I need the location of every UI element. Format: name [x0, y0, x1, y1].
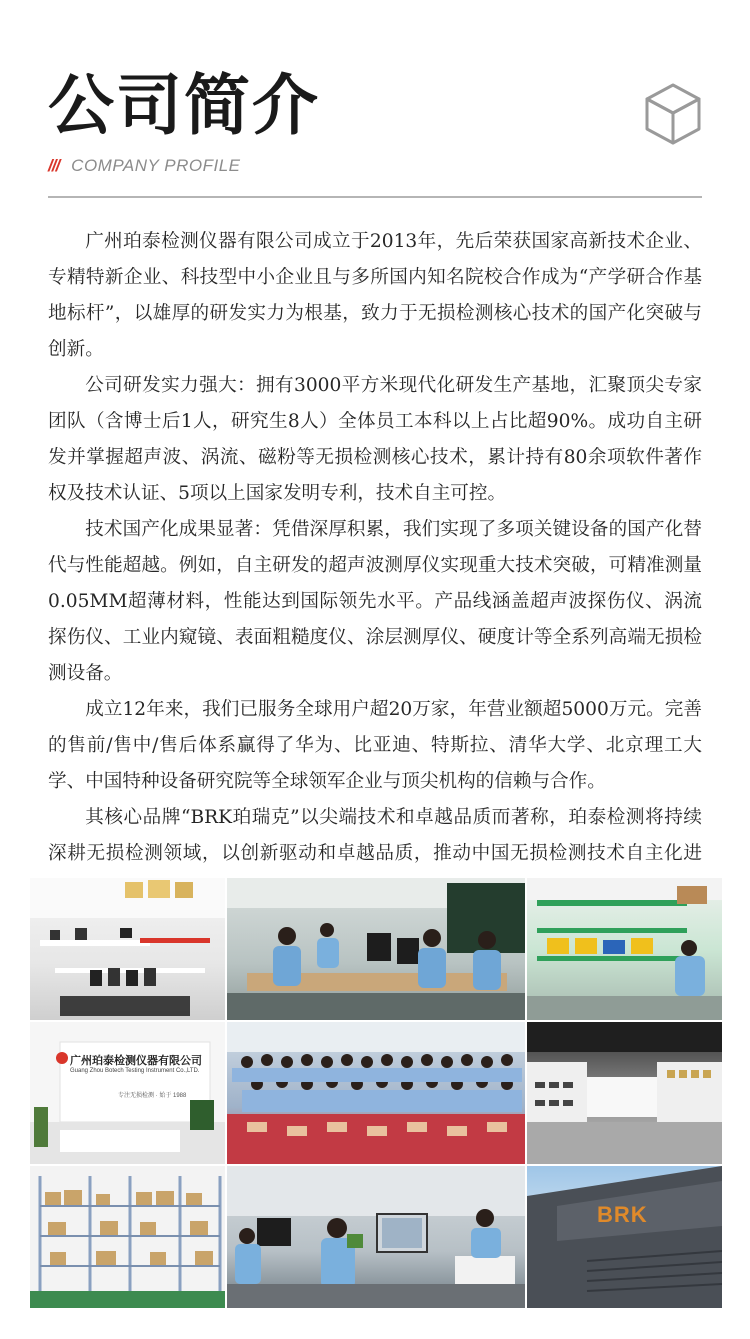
lobby-sign-name: 广州珀泰检测仪器有限公司 — [70, 1055, 202, 1067]
divider — [48, 196, 702, 198]
photo-lobby — [30, 1022, 225, 1164]
photo-warehouse — [30, 1166, 225, 1308]
intro-paragraph-5: 其核心品牌“BRK珀瑞克”以尖端技术和卓越品质而著称，珀泰检测将持续深耕无损检测领域，以创新驱动和卓越品质，推动中国无损检测技术自主化进 — [48, 807, 702, 864]
photo-building — [527, 1166, 722, 1308]
photo-exhibition-hall — [527, 1022, 722, 1164]
photo-showroom — [30, 878, 225, 1020]
photo-lab — [527, 878, 722, 1020]
lobby-sign-english: Guang Zhou Botech Testing Instrument Co.,LTD. — [70, 1068, 200, 1074]
photo-office — [227, 878, 525, 1020]
intro-paragraph-4: 成立12年来，我们已服务全球用户超20万家，年营业额超5000万元。完善的售前/售中/售后体系赢得了华为、比亚迪、特斯拉、清华大学、北京理工大学、中国特种设备研究院等全球领军企业与顶尖机构的信赖与合作。 — [48, 699, 702, 792]
intro-paragraph-2: 公司研发实力强大：拥有3000平方米现代化研发生产基地，汇聚顶尖专家团队（含博士后1人，研究生8人）全体员工本科以上占比超90%。成功自主研发并掌握超声波、涡流、磁粉等无损检测核心技术，累计持有80余项软件著作权及技术认证、5项以上国家发明专利，技术自主可控。 — [48, 375, 702, 504]
intro-text — [48, 224, 702, 944]
lobby-sign-slogan: 专注无损检测 · 始于 1988 — [118, 1093, 187, 1099]
intro-paragraph-3: 技术国产化成果显著：凭借深厚积累，我们实现了多项关键设备的国产化替代与性能超越。例如，自主研发的超声波测厚仪实现重大技术突破，可精准测量0.05MM超薄材料，性能达到国际领先水平。产品线涵盖超声波探伤仪、涡流探伤仪、工业内窥镜、表面粗糙度仪、涂层测厚仪、硬度计等全系列高端无损检测设备。 — [48, 519, 702, 684]
photo-engineers — [227, 1166, 525, 1308]
page-title: 公司简介 — [48, 66, 320, 144]
brk-building-logo: BRK — [597, 1202, 648, 1227]
intro-paragraph-1: 广州珀泰检测仪器有限公司成立于2013年，先后荣获国家高新技术企业、专精特新企业、科技型中小企业且与多所国内知名院校合作成为“产学研合作基地标杆”，以雄厚的研发实力为根基，致力于无损检测核心技术的国产化突破与创新。 — [48, 231, 702, 360]
section-subtitle — [48, 156, 241, 176]
cube-icon — [644, 82, 702, 146]
subtitle-mark: /// — [48, 156, 60, 175]
photo-team — [227, 1022, 525, 1164]
photo-gallery — [30, 878, 720, 1308]
subtitle-text: COMPANY PROFILE — [71, 156, 241, 175]
